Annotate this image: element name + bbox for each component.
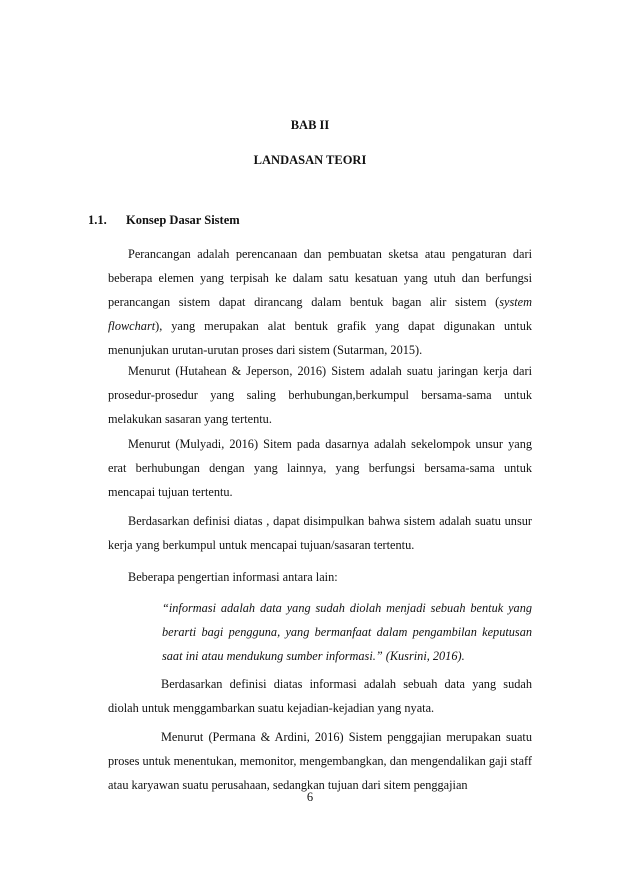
paragraph-perancangan-text-b: ), yang merupakan alat bentuk grafik yang dapat digunakan untuk menunjukan urutan-urutan proses dari sistem (Sutarman, 2015).	[108, 319, 532, 357]
chapter-title: LANDASAN TEORI	[253, 153, 367, 167]
section-number: 1.1.	[88, 213, 107, 227]
paragraph-mulyadi: Menurut (Mulyadi, 2016) Sitem pada dasarnya adalah sekelompok unsur yang erat berhubungan dengan yang lainnya, yang berfungsi bersama-sama untuk mencapai tujuan tertentu.	[108, 437, 532, 499]
section-heading	[88, 213, 240, 228]
paragraph-pengertian-informasi: Beberapa pengertian informasi antara lain:	[128, 570, 338, 584]
paragraph-perancangan-italic: system flowchart	[108, 295, 532, 333]
quote-kusrini: “informasi adalah data yang sudah diolah menjadi sebuah bentuk yang berarti bagi pengguna, yang bermanfaat dalam pengambilan keputusan saat ini atau mendukung sumber informasi.” (Kusrini, 2016).	[162, 601, 532, 663]
paragraph-kesimpulan: Berdasarkan definisi diatas , dapat disimpulkan bahwa sistem adalah suatu unsur kerja yang berkumpul untuk mencapai tujuan/sasaran tertentu.	[108, 514, 532, 552]
paragraph-definisi-informasi: Berdasarkan definisi diatas informasi adalah sebuah data yang sudah diolah untuk menggambarkan suatu kejadian-kejadian yang nyata.	[108, 677, 532, 715]
chapter-label: BAB II	[290, 118, 330, 132]
page-number: 6	[306, 790, 314, 804]
section-title: Konsep Dasar Sistem	[126, 213, 240, 227]
paragraph-perancangan-text-a: Perancangan adalah perencanaan dan pembuatan sketsa atau pengaturan dari beberapa elemen yang terpisah ke dalam satu kesatuan yang utuh dan berfungsi perancangan sistem dapat dirancang dalam bentuk bagan alir sistem (	[108, 247, 532, 309]
paragraph-perancangan	[108, 242, 532, 362]
paragraph-penggajian: Menurut (Permana & Ardini, 2016) Sistem penggajian merupakan suatu proses untuk menentukan, memonitor, mengembangkan, dan mengendalikan gaji staff atau karyawan suatu perusahaan, sedangkan tujuan dari sitem penggajian	[108, 730, 532, 792]
paragraph-hutahean: Menurut (Hutahean & Jeperson, 2016) Sistem adalah suatu jaringan kerja dari prosedur-prosedur yang saling berhubungan,berkumpul bersama-sama untuk melakukan sasaran yang tertentu.	[108, 364, 532, 426]
